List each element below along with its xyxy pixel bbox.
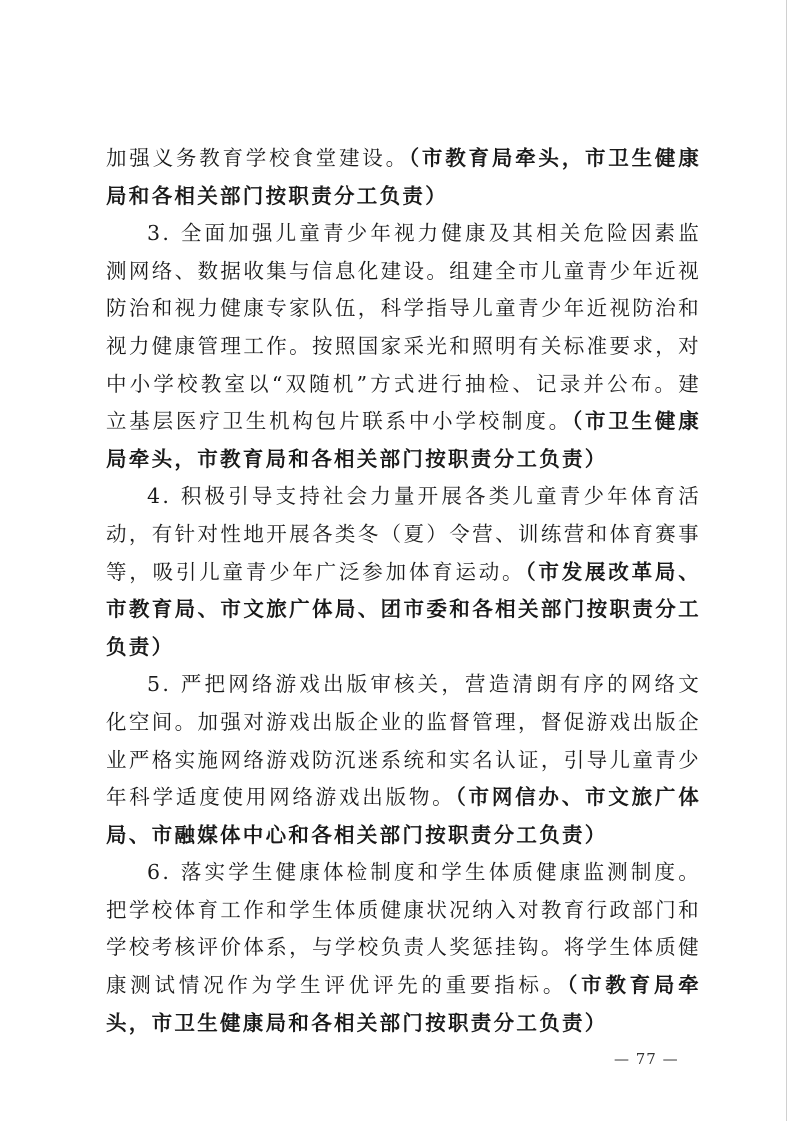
page-number: — 77 —	[614, 1050, 679, 1068]
responsibility-note: （市教育局牵头，市卫生健康局和各相关部门按职责分工负责）	[106, 146, 701, 208]
responsibility-note: （市发展改革局、市教育局、市文旅广体局、团市委和各相关部门按职责分工负责）	[106, 559, 701, 659]
paragraph-1	[106, 140, 701, 215]
paragraph-3	[106, 478, 701, 666]
responsibility-note: （市教育局牵头，市卫生健康局和各相关部门按职责分工负责）	[106, 973, 701, 1035]
body-text	[106, 140, 701, 1042]
paragraph-2	[106, 215, 701, 478]
paragraph-text: 4. 积极引导支持社会力量开展各类儿童青少年体育活动，有针对性地开展各类冬（夏）令营、训练营和体育赛事等，吸引儿童青少年广泛参加体育运动。	[106, 484, 701, 584]
paragraph-text: 5. 严把网络游戏出版审核关，营造清朗有序的网络文化空间。加强对游戏出版企业的监督管理，督促游戏出版企业严格实施网络游戏防沉迷系统和实名认证，引导儿童青少年科学适度使用网络游戏出版物。	[106, 672, 701, 810]
responsibility-note: （市网信办、市文旅广体局、市融媒体中心和各相关部门按职责分工负责）	[106, 785, 701, 847]
paragraph-4	[106, 666, 701, 854]
paragraph-text: 加强义务教育学校食堂建设。	[106, 146, 409, 170]
paragraph-5	[106, 854, 701, 1042]
responsibility-note: （市卫生健康局牵头，市教育局和各相关部门按职责分工负责）	[106, 409, 701, 471]
paragraph-text: 3. 全面加强儿童青少年视力健康及其相关危险因素监测网络、数据收集与信息化建设。组建全市儿童青少年近视防治和视力健康专家队伍，科学指导儿童青少年近视防治和视力健康管理工作。按照国家采光和照明有关标准要求，对中小学校教室以“双随机”方式进行抽检、记录并公布。建立基层医疗卫生机构包片联系中小学校制度。	[106, 221, 701, 434]
scan-edge-line	[786, 0, 787, 1121]
paragraph-text: 6. 落实学生健康体检制度和学生体质健康监测制度。把学校体育工作和学生体质健康状况纳入对教育行政部门和学校考核评价体系，与学校负责人奖惩挂钩。将学生体质健康测试情况作为学生评优评先的重要指标。	[106, 860, 701, 998]
